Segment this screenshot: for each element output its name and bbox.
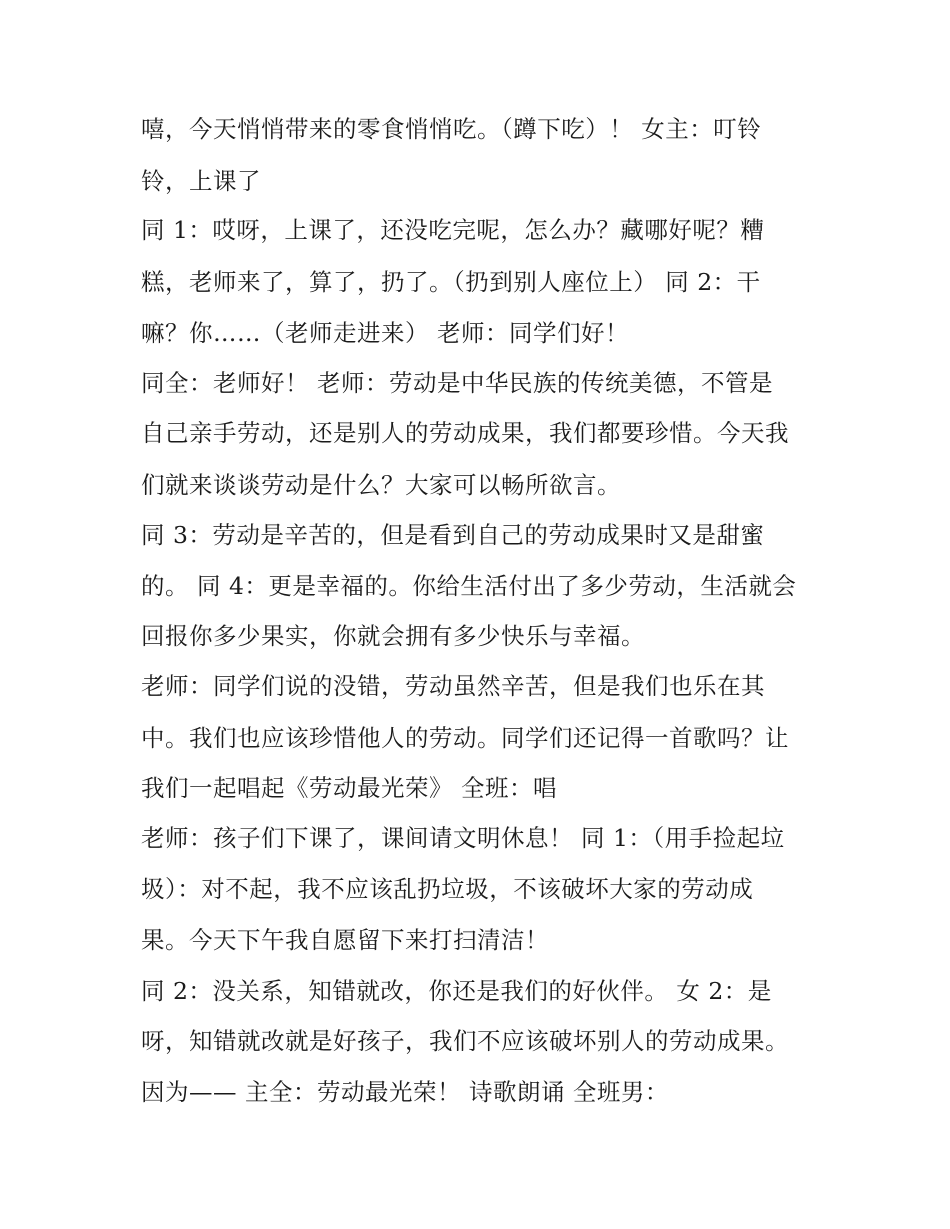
text-line: 嘛？你……（老师走进来） 老师：同学们好！ [141, 319, 629, 347]
text-line: 的。 同 4：更是幸福的。你给生活付出了多少劳动，生活就会 [141, 572, 797, 600]
text-line: 们就来谈谈劳动是什么？大家可以畅所欲言。 [141, 471, 621, 499]
text-line: 老师：孩子们下课了，课间请文明休息！ 同 1：（用手捡起垃 [141, 824, 785, 852]
text-line: 果。今天下午我自愿留下来打扫清洁！ [141, 926, 549, 954]
text-line: 回报你多少果实，你就会拥有多少快乐与幸福。 [141, 622, 645, 650]
text-line: 中。我们也应该珍惜他人的劳动。同学们还记得一首歌吗？让 [141, 724, 789, 752]
text-line: 同全：老师好！ 老师：劳动是中华民族的传统美德，不管是 [141, 369, 773, 397]
text-line: 圾）：对不起，我不应该乱扔垃圾，不该破坏大家的劳动成 [141, 875, 754, 903]
text-line: 同 2：没关系，知错就改，你还是我们的好伙伴。 女 2：是 [141, 977, 772, 1005]
text-line: 自己亲手劳动，还是别人的劳动成果，我们都要珍惜。今天我 [141, 419, 789, 447]
text-line: 呀，知错就改就是好孩子，我们不应该破坏别人的劳动成果。 [141, 1027, 789, 1055]
text-line: 同 1：哎呀，上课了，还没吃完呢，怎么办？藏哪好呢？糟 [141, 216, 765, 244]
text-line: 同 3：劳动是辛苦的，但是看到自己的劳动成果时又是甜蜜 [141, 521, 765, 549]
text-line: 因为—— 主全：劳动最光荣！ 诗歌朗诵 全班男： [141, 1078, 669, 1106]
text-line: 糕，老师来了，算了，扔了。（扔到别人座位上） 同 2：干 [141, 268, 761, 296]
text-line: 嘻，今天悄悄带来的零食悄悄吃。（蹲下吃）！ 女主：叮铃 [141, 115, 762, 143]
text-line: 我们一起唱起《劳动最光荣》 全班：唱 [141, 774, 557, 802]
text-line: 老师：同学们说的没错，劳动虽然辛苦，但是我们也乐在其 [141, 672, 765, 700]
text-line: 铃，上课了 [141, 167, 261, 195]
